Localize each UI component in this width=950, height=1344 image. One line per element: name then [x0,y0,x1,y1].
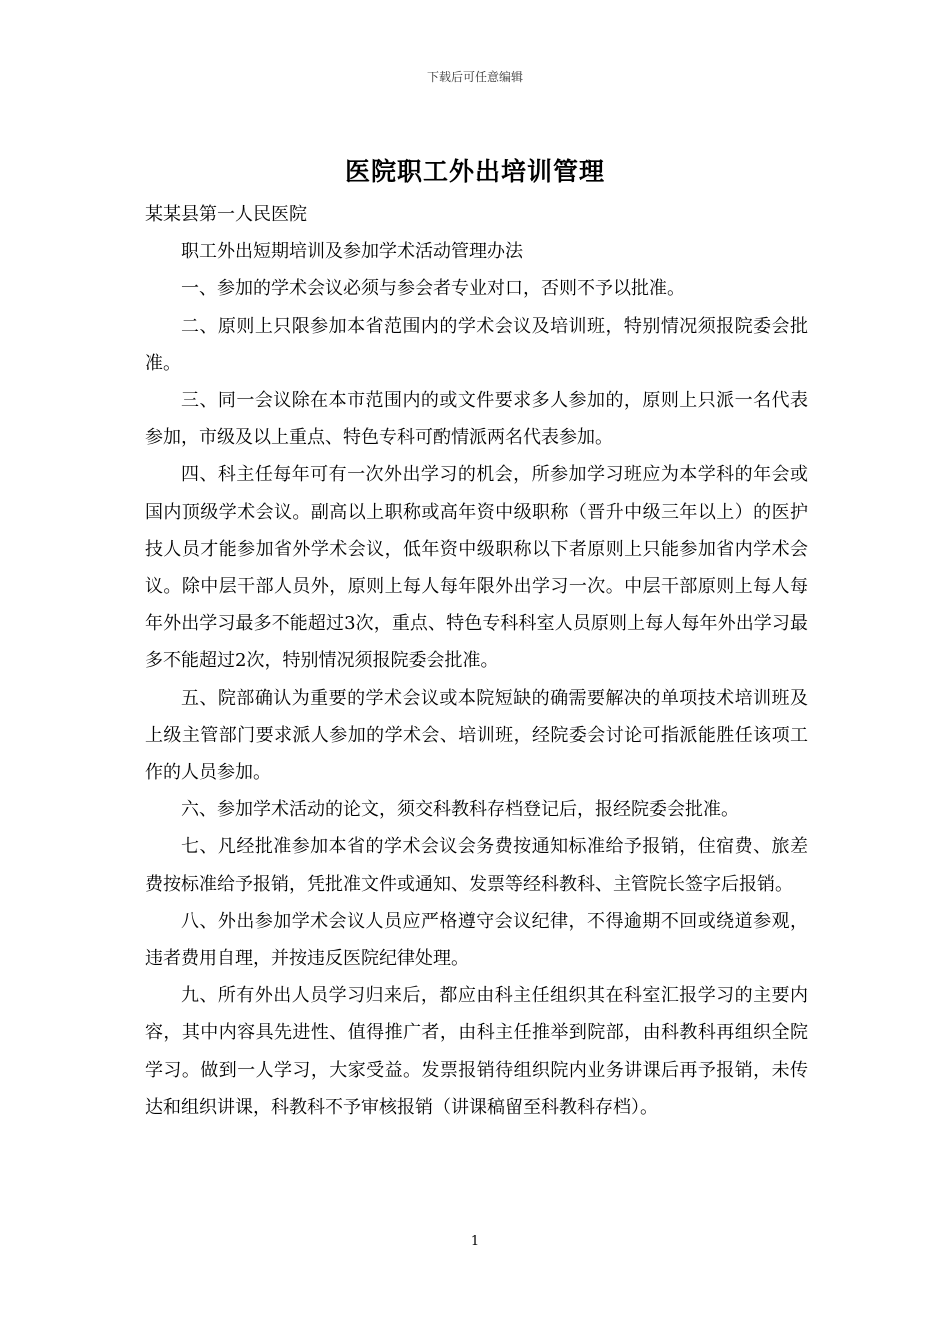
paragraph-2: 二、原则上只限参加本省范围内的学术会议及培训班，特别情况须报院委会批准。 [145,315,808,374]
document-body [145,196,808,1126]
hospital-name: 某某县第一人民医院 [145,204,307,225]
paragraph-3: 三、同一会议除在本市范围内的或文件要求多人参加的，原则上只派一名代表参加，市级及以上重点、特色专科可酌情派两名代表参加。 [145,390,808,449]
paragraph-9: 九、所有外出人员学习归来后，都应由科主任组织其在科室汇报学习的主要内容，其中内容具先进性、值得推广者，由科主任推举到院部，由科教科再组织全院学习。做到一人学习，大家受益。发票报销待组织院内业务讲课后再予报销，未传达和组织讲课，科教科不予审核报销（讲课稿留至科教科存档）。 [145,985,808,1118]
paragraph-5: 五、院部确认为重要的学术会议或本院短缺的确需要解决的单项技术培训班及上级主管部门要求派人参加的学术会、培训班，经院委会讨论可指派能胜任该项工作的人员参加。 [145,687,808,784]
document-subtitle: 职工外出短期培训及参加学术活动管理办法 [181,241,523,263]
page-number: 1 [470,1234,480,1249]
paragraph-1: 一、参加的学术会议必须与参会者专业对口，否则不予以批准。 [181,278,685,300]
paragraph-4: 四、科主任每年可有一次外出学习的机会，所参加学习班应为本学科的年会或国内顶级学术会议。副高以上职称或高年资中级职称（晋升中级三年以上）的医护技人员才能参加省外学术会议，低年资中级职称以下者原则上只能参加省内学术会议。除中层干部人员外，原则上每人每年限外出学习一次。中层干部原则上每人每年外出学习最多不能超过3次，重点、特色专科科室人员原则上每人每年外出学习最多不能超过2次，特别情况须报院委会批准。 [145,464,808,672]
paragraph-8: 八、外出参加学术会议人员应严格遵守会议纪律，不得逾期不回或绕道参观，违者费用自理，并按违反医院纪律处理。 [145,910,808,970]
paragraph-7: 七、凡经批准参加本省的学术会议会务费按通知标准给予报销，住宿费、旅差费按标准给予报销，凭批准文件或通知、发票等经科教科、主管院长签字后报销。 [145,836,808,895]
header-note: 下载后可任意编辑 [426,70,523,84]
paragraph-6: 六、参加学术活动的论文，须交科教科存档登记后，报经院委会批准。 [181,799,739,821]
document-title: 医院职工外出培训管理 [344,157,605,186]
